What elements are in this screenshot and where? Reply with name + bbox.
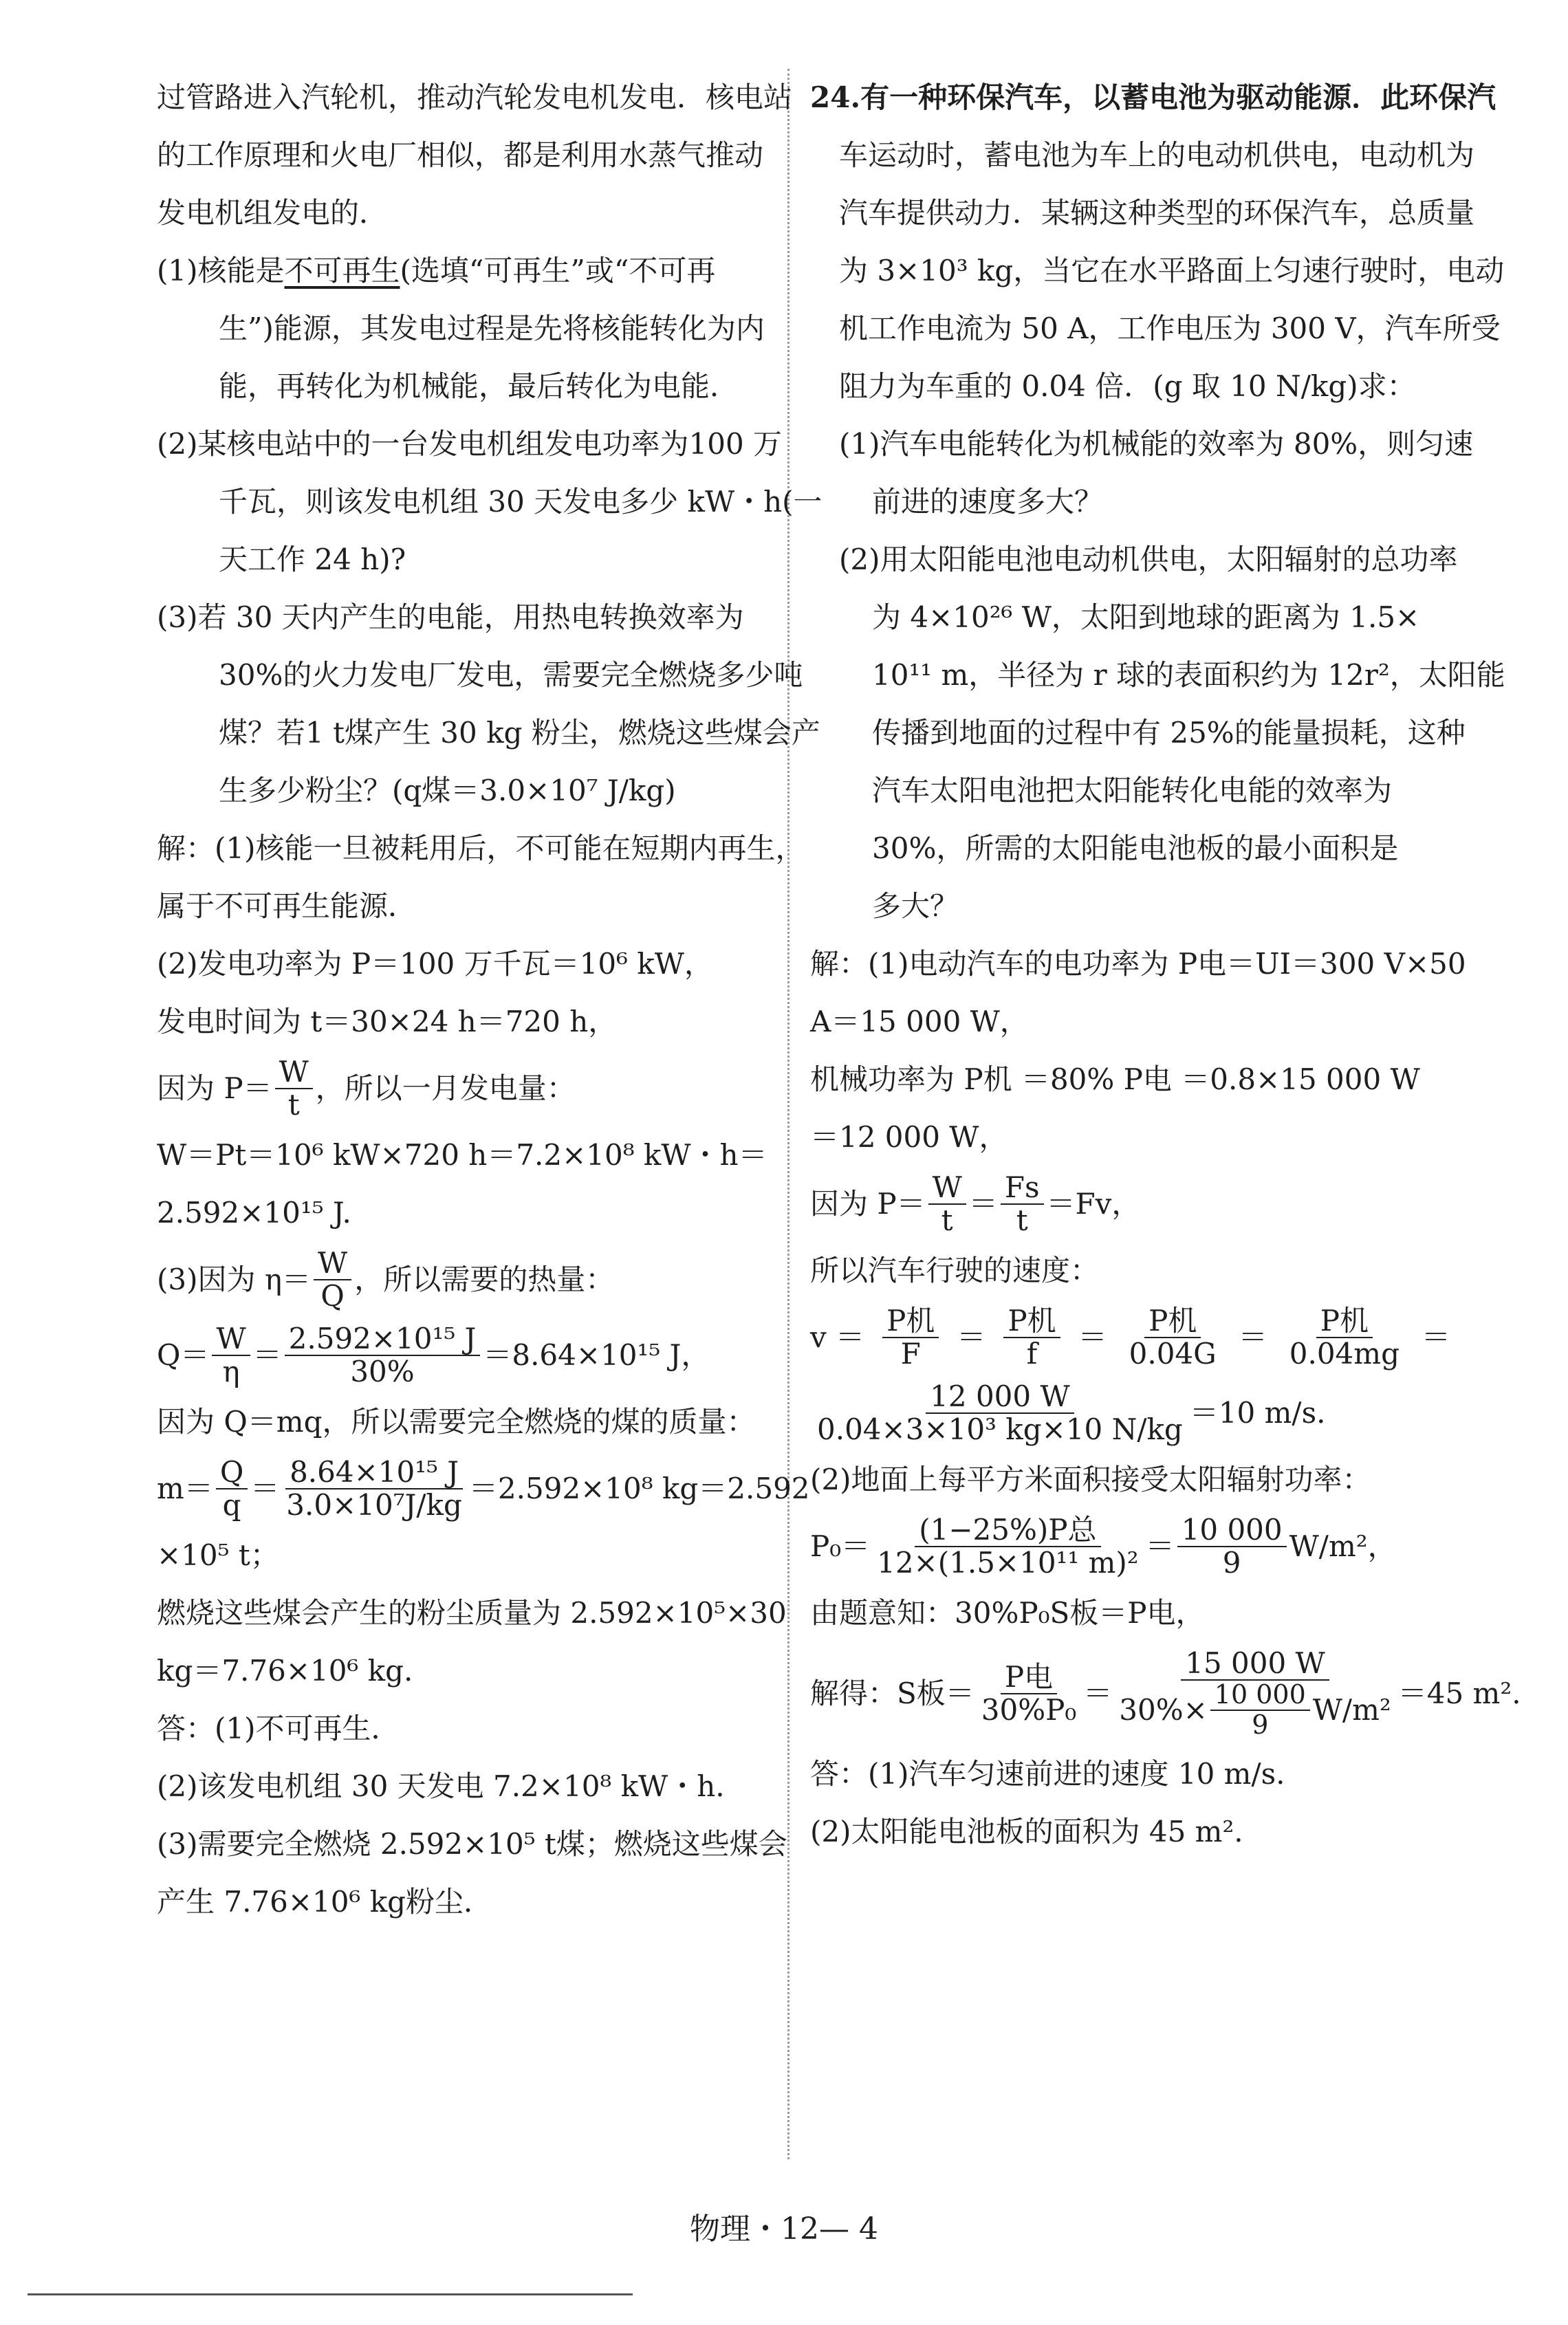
solution-line: 2.592×10¹⁵ J. [157,1196,351,1230]
solution-line: 发电时间为 t＝30×24 h＝720 h， [157,1005,618,1038]
fraction: $\frac{\text{P机}}{0.04mg}$ [1289,1303,1400,1371]
question-1-line: 能，再转化为机械能，最后转化为电能． [219,369,739,403]
intro-line: 的工作原理和火电厂相似，都是利用水蒸气推动 [157,138,764,172]
question-24-line: 车运动时，蓄电池为车上的电动机供电，电动机为 [839,138,1475,172]
question-3-line: 30%的火力发电厂发电，需要完全燃烧多少吨 [219,658,803,692]
question-24-1-line: (1)汽车电能转化为机械能的效率为 80%，则匀速 [839,427,1474,461]
solution-line: 解：(1)电动汽车的电功率为 P电＝UI＝300 V×50 [810,947,1466,981]
solution-line: ＝12 000 W， [810,1120,1008,1154]
fraction: $\frac{\text{(1−25\%)P总}}{\text{12×(1.5×10¹¹ m)²}}$ [877,1512,1139,1580]
fraction: $\frac{W}{Q}$ [314,1247,351,1312]
question-24-2-line: 多大？ [872,889,959,923]
intro-line: 发电机组发电的． [157,196,389,230]
fraction: $\frac{Fs}{t}$ [1001,1172,1044,1236]
question-24-2-line: 汽车太阳电池把太阳能转化电能的效率为 [872,774,1393,807]
question-3-line: 生多少粉尘？(q煤＝3.0×10⁷ J/kg) [219,774,676,807]
solution-line: 因为 Q＝mq，所以需要完全燃烧的煤的质量： [157,1405,756,1439]
solution-line: 解：(1)核能一旦被耗用后，不可能在短期内再生， [157,831,805,865]
question-24-line: 机工作电流为 50 A，工作电压为 300 V，汽车所受 [839,312,1501,345]
question-24-2-line: 30%，所需的太阳能电池板的最小面积是 [872,831,1399,865]
question-24-1-line: 前进的速度多大？ [872,485,1104,519]
question-1-line: 生”)能源，其发电过程是先将核能转化为内 [219,312,765,345]
answer-line: 答：(1)不可再生． [157,1712,400,1745]
equation-velocity-result: $\frac{12 000 W}{\text{0.04×3×10³ kg×10 N/kg}}$ ＝10 m/s. [810,1375,1498,1451]
answer-line: 产生 7.76×10⁶ kg粉尘． [157,1885,493,1919]
question-24-line: 24.有一种环保汽车，以蓄电池为驱动能源．此环保汽 [810,80,1496,114]
fraction: $\frac{\text{8.64×10¹⁵ J}}{\text{3.0×10⁷J/kg}}$ [286,1454,462,1522]
fraction: 15 000 W 30%× $\frac{10 000}{9}$ W/m² [1119,1646,1391,1740]
question-24-line: 为 3×10³ kg，当它在水平路面上匀速行驶时，电动 [839,254,1505,287]
left-column [157,69,845,1931]
solution-line: 由题意知：30%P₀S板＝P电， [810,1596,1205,1630]
question-24-2-line: (2)用太阳能电池电动机供电，太阳辐射的总功率 [839,543,1458,576]
intro-line: 过管路进入汽轮机，推动汽轮发电机发电．核电站 [157,80,793,114]
solution-line: kg＝7.76×10⁶ kg. [157,1654,413,1688]
solution-line: 属于不可再生能源． [157,889,417,923]
answer-underline: 不可再生 [284,254,400,287]
question-24-2-line: 10¹¹ m，半径为 r 球的表面积约为 12r²，太阳能 [872,658,1505,692]
question-2-line: 天工作 24 h)? [219,543,406,576]
solution-line: (2)地面上每平方米面积接受太阳辐射功率： [810,1463,1371,1496]
fraction: $\frac{\text{P电}}{\text{30\%P₀}}$ [981,1659,1077,1727]
question-24-line: 阻力为车重的 0.04 倍．(g 取 10 N/kg)求： [839,369,1416,403]
page-footer: 物理・12— 4 [690,2212,878,2247]
fraction: $\frac{10 000}{9}$ [1177,1514,1287,1579]
question-2-line: 千瓦，则该发电机组 30 天发电多少 kW・h(一 [219,485,823,519]
fraction: $\frac{10 000}{9}$ [1210,1681,1310,1740]
equation-power: 因为 P＝ $\frac{W}{t}$ ＝ $\frac{Fs}{t}$ ＝Fv， [810,1170,1141,1237]
question-3-line: 煤？若1 t煤产生 30 kg 粉尘，燃烧这些煤会产 [219,716,820,750]
answer-line: (2)该发电机组 30 天发电 7.2×10⁸ kW・h. [157,1769,725,1803]
solution-line: ×10⁵ t； [157,1538,279,1572]
question-1: (1)核能是不可再生(选填“可再生”或“不可再 [157,254,716,287]
bottom-rule [28,2293,633,2295]
question-24-2-line: 为 4×10²⁶ W，太阳到地球的距离为 1.5× [872,600,1420,634]
equation-mass: m＝ $\frac{Q}{q}$ ＝ $\frac{\text{8.64×10¹⁵ J}}{\text{3.0×10⁷J/kg}}$ ＝2.592×10⁸ kg＝2.592 [157,1454,810,1522]
solution-line: 机械功率为 P机 ＝80% P电 ＝0.8×15 000 W [810,1062,1420,1096]
solution-line: 燃烧这些煤会产生的粉尘质量为 2.592×10⁵×30 [157,1596,787,1630]
fraction: $\frac{\text{P机}}{F}$ [882,1305,939,1370]
fraction: $\frac{W}{t}$ [275,1056,313,1121]
answer-line: (2)太阳能电池板的面积为 45 m². [810,1815,1243,1848]
equation-efficiency: (3)因为 η＝ $\frac{W}{Q}$ ，所以需要的热量： [157,1245,615,1313]
question-24-2-line: 传播到地面的过程中有 25%的能量损耗，这种 [872,716,1466,750]
answer-line: 答：(1)汽车匀速前进的速度 10 m/s. [810,1757,1285,1791]
solution-line: (2)发电功率为 P＝100 万千瓦＝10⁶ kW， [157,947,713,981]
equation-area: 解得：S板＝ $\frac{\text{P电}}{\text{30\%P₀}}$ ＝ 15 000 W 30%× $\frac{10 000}{9}$ W/m² ＝45 m². [810,1646,1521,1740]
equation-power: 因为 P＝ $\frac{W}{t}$ ，所以一月发电量： [157,1054,576,1122]
question-2-line: (2)某核电站中的一台发电机组发电功率为100 万 [157,427,783,461]
fraction: $\frac{12 000 W}{\text{0.04×3×10³ kg×10 N/kg}}$ [817,1379,1183,1446]
right-column [810,69,1521,1861]
question-3-line: (3)若 30 天内产生的电能，用热电转换效率为 [157,600,744,634]
fraction: $\frac{\text{P机}}{0.04G}$ [1129,1303,1217,1371]
equation-heat: Q＝ $\frac{W}{\eta}$ ＝ $\frac{\text{2.592×10¹⁵ J}}{30\%}$ ＝8.64×10¹⁵ J， [157,1321,710,1388]
solution-line: 所以汽车行驶的速度： [810,1254,1100,1287]
fraction: $\frac{W}{t}$ [928,1172,966,1236]
equation-velocity: v ＝ $\frac{\text{P机}}{F}$ ＝ $\frac{\text{P机}}{f}$ ＝ $\frac{\text{P机}}{0.04G}$ ＝ $\frac{\text{P机}}{0.04mg}$ ＝ [810,1303,1450,1371]
fraction: $\frac{\text{P机}}{f}$ [1003,1305,1060,1370]
solution-line: W＝Pt＝10⁶ kW×720 h＝7.2×10⁸ kW・h＝ [157,1138,767,1172]
question-24-line: 汽车提供动力．某辆这种类型的环保汽车，总质量 [839,196,1475,230]
solution-line: A＝15 000 W， [810,1005,1029,1038]
fraction: $\frac{\text{2.592×10¹⁵ J}}{30\%}$ [285,1323,481,1388]
fraction: $\frac{Q}{q}$ [216,1456,248,1521]
equation-irradiance: P₀＝ $\frac{\text{(1−25\%)P总}}{\text{12×(1.5×10¹¹ m)²}}$ ＝ $\frac{10 000}{9}$ W/m²， [810,1512,1397,1580]
fraction: $\frac{W}{\eta}$ [212,1323,250,1388]
answer-line: (3)需要完全燃烧 2.592×10⁵ t煤；燃烧这些煤会 [157,1827,787,1861]
